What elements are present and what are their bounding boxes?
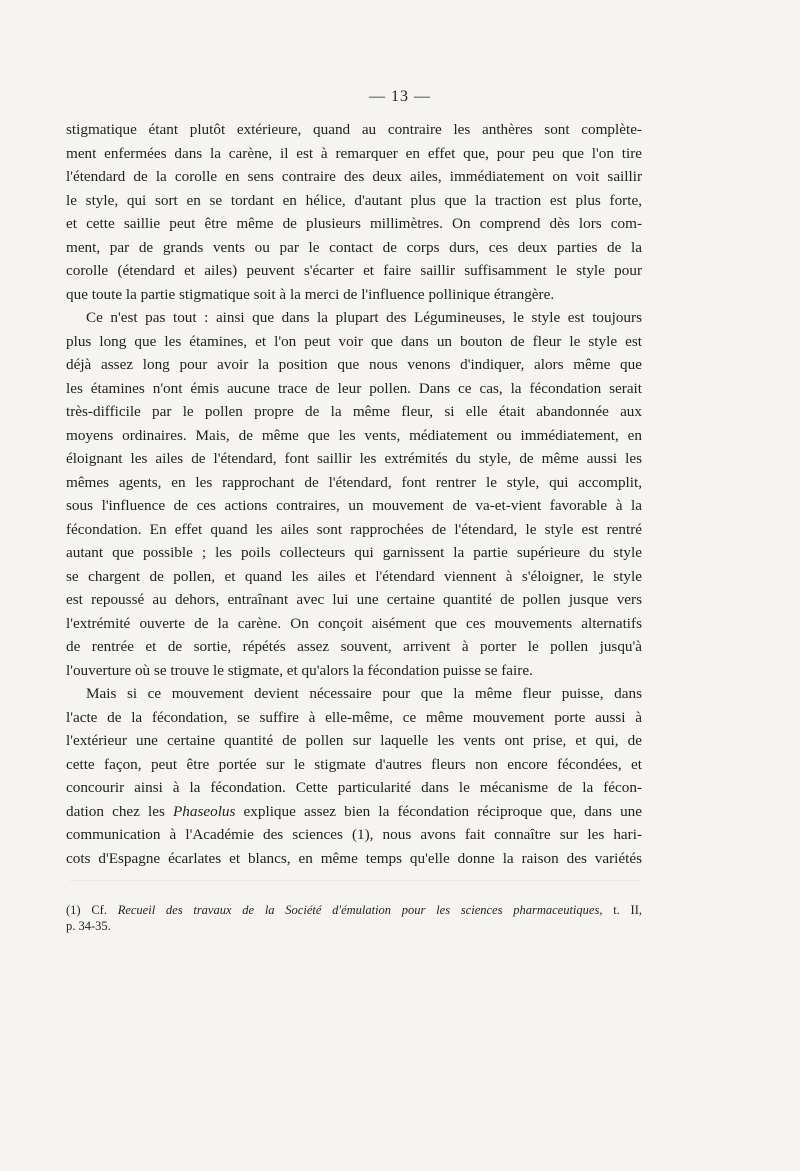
body-text xyxy=(66,118,642,870)
text-line: l'extérieur une certaine quantité de pollen sur laquelle les vents ont prise, et qui, de xyxy=(66,732,642,749)
footnote-marker: (1) Cf. xyxy=(66,903,118,917)
text-line: dation chez les Phaseolus explique assez bien la fécondation réciproque que, dans une xyxy=(66,802,642,820)
text-line: plus long que les étamines, et l'on peut voir que dans un bouton de fleur le style est xyxy=(66,332,642,350)
text-line: l'ouverture où se trouve le stigmate, et qu'alors la fécondation puisse se faire. xyxy=(66,661,533,679)
text-line: corolle (étendard et ailes) peuvent s'écarter et faire saillir suffisamment le style pour xyxy=(66,262,642,279)
text-line: le style, qui sort en se tordant en hélice, d'autant plus que la traction est plus forte, xyxy=(66,191,642,209)
text-line: l'extrémité ouverte de la carène. On conçoit aisément que ces mouvements alternatifs xyxy=(66,614,642,632)
text-line: est repoussé au dehors, entraînant avec lui une certaine quantité de pollen jusque vers xyxy=(66,591,642,608)
text-line: très-difficile par le pollen propre de la même fleur, si elle était abandonnée aux xyxy=(66,403,642,420)
text-line: les étamines n'ont émis aucune trace de leur pollen. Dans ce cas, la fécondation serait xyxy=(66,379,642,397)
text-line: de rentrée et de sortie, répétés assez souvent, arrivent à porter le pollen jusqu'à xyxy=(66,638,642,655)
text-line: cette façon, peut être portée sur le stigmate d'autres fleurs non encore fécondées, et xyxy=(66,755,642,773)
text-line: autant que possible ; les poils collecteurs qui garnissent la partie supérieure du style xyxy=(66,544,642,561)
text-line: mêmes agents, en les rapprochant de l'étendard, font rentrer le style, qui accomplit, xyxy=(66,473,642,491)
text-line: concourir ainsi à la fécondation. Cette particularité dans le mécanisme de la fécon- xyxy=(66,779,642,796)
footnote-line: p. 34-35. xyxy=(66,919,111,933)
text-line: sous l'influence de ces actions contraires, un mouvement de va-et-vient favorable à la xyxy=(66,497,642,514)
text-line: l'acte de la fécondation, se suffire à elle-même, ce même mouvement porte aussi à xyxy=(66,708,642,726)
bleed-through-mark xyxy=(70,880,640,881)
text-line: cots d'Espagne écarlates et blancs, en même temps qu'elle donne la raison des variétés xyxy=(66,849,642,867)
text-line: communication à l'Académie des sciences (1), nous avons fait connaître sur les hari- xyxy=(66,826,642,843)
text-line: déjà assez long pour avoir la position que nous venons d'indiquer, alors même que xyxy=(66,356,642,373)
text-line: éloignant les ailes de l'étendard, font saillir les extrémités du style, de même aussi les xyxy=(66,450,642,467)
text-line: ment, par de grands vents ou par le contact de corps durs, ces deux parties de la xyxy=(66,238,642,256)
footnote-line xyxy=(66,902,642,918)
text-line: fécondation. En effet quand les ailes sont rapprochées de l'étendard, le style est rentré xyxy=(66,520,642,538)
text-line: moyens ordinaires. Mais, de même que les vents, médiatement ou immédiatement, en xyxy=(66,426,642,444)
page-number: — 13 — xyxy=(369,88,431,105)
text-line: l'étendard de la corolle en sens contraire des deux ailes, immédiatement on voit saillir xyxy=(66,168,642,185)
text-line: ment enfermées dans la carène, il est à remarquer en effet que, pour peu que l'on tire xyxy=(66,144,642,162)
text-line: que toute la partie stigmatique soit à la merci de l'influence pollinique étrangère. xyxy=(66,285,555,303)
text-line: Ce n'est pas tout : ainsi que dans la plupart des Légumineuses, le style est toujours xyxy=(86,309,642,326)
text-line: Mais si ce mouvement devient nécessaire pour que la même fleur puisse, dans xyxy=(86,685,642,702)
footnote xyxy=(66,902,642,934)
footnote-title: Recueil des travaux de la Société d'émulation pour les sciences pharmaceutiques xyxy=(117,903,600,917)
text-line: se chargent de pollen, et quand les ailes et l'étendard viennent à s'éloigner, le style xyxy=(66,567,642,585)
text-line: stigmatique étant plutôt extérieure, quand au contraire les anthères sont complète- xyxy=(66,121,642,138)
footnote-tail: , t. II, xyxy=(599,903,642,917)
text-line: et cette saillie peut être même de plusieurs millimètres. On comprend dès lors com- xyxy=(66,215,642,232)
